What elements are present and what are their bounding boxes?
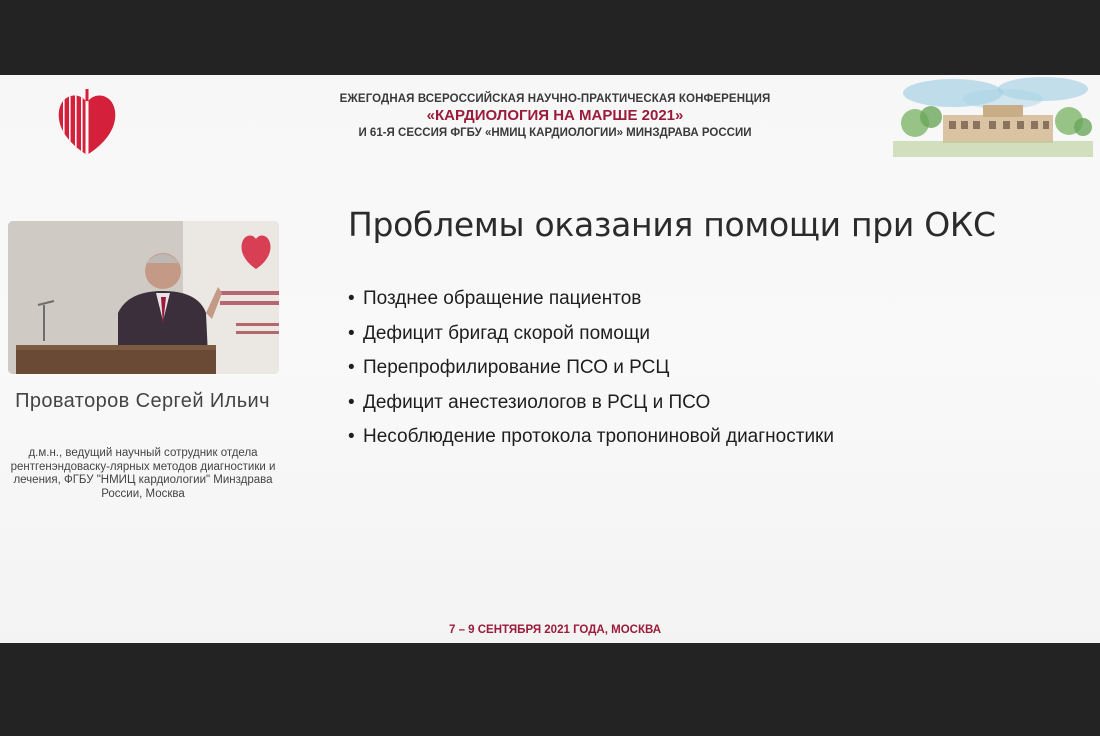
bullet-text: Дефицит бригад скорой помощи	[363, 322, 651, 344]
speaker-name: Проваторов Сергей Ильич	[15, 390, 270, 412]
bullet-item	[348, 386, 834, 421]
bullet-icon: •	[348, 288, 355, 309]
conference-header	[300, 93, 810, 139]
bullet-text: Позднее обращение пациентов	[363, 288, 642, 309]
letterbox-top	[0, 0, 1100, 75]
speaker-video-frame-icon	[8, 221, 279, 374]
bullet-icon: •	[348, 357, 355, 378]
letterbox-bottom	[0, 643, 1100, 736]
header-conference-name: «КАРДИОЛОГИЯ НА МАРШЕ 2021»	[426, 107, 684, 124]
header-line-3: И 61-Я СЕССИЯ ФГБУ «НМИЦ КАРДИОЛОГИИ» МИНЗДРАВА РОССИИ	[358, 127, 752, 139]
bullet-text: Несоблюдение протокола тропониновой диагностики	[363, 426, 834, 447]
header-line-1: ЕЖЕГОДНАЯ ВСЕРОССИЙСКАЯ НАУЧНО-ПРАКТИЧЕСКАЯ КОНФЕРЕНЦИЯ	[339, 93, 771, 105]
conference-dates: 7 – 9 СЕНТЯБРЯ 2021 ГОДА, МОСКВА	[448, 624, 661, 636]
presentation-slide	[0, 75, 1100, 643]
bullet-icon: •	[348, 322, 355, 344]
bullet-text: Дефицит анестезиологов в РСЦ и ПСО	[363, 391, 711, 413]
bullet-item	[348, 420, 834, 455]
bullet-item	[348, 317, 834, 352]
slide-title: Проблемы оказания помощи при ОКС	[348, 205, 996, 244]
speaker-description: д.м.н., ведущий научный сотрудник отдела рентгенэндоваску-лярных методов диагностики и лечения, ФГБУ "НМИЦ кардиологии" Минздрава России, Москва	[10, 447, 276, 500]
cardiology-logo-icon	[55, 89, 119, 157]
bullet-text: Перепрофилирование ПСО и РСЦ	[363, 357, 670, 378]
bullet-item	[348, 351, 834, 386]
bullet-icon: •	[348, 391, 355, 413]
bullet-icon: •	[348, 426, 355, 447]
building-illustration-icon	[893, 75, 1093, 157]
speaker-video[interactable]	[8, 221, 279, 374]
bullet-item	[348, 282, 834, 317]
slide-bullet-list	[348, 282, 834, 455]
